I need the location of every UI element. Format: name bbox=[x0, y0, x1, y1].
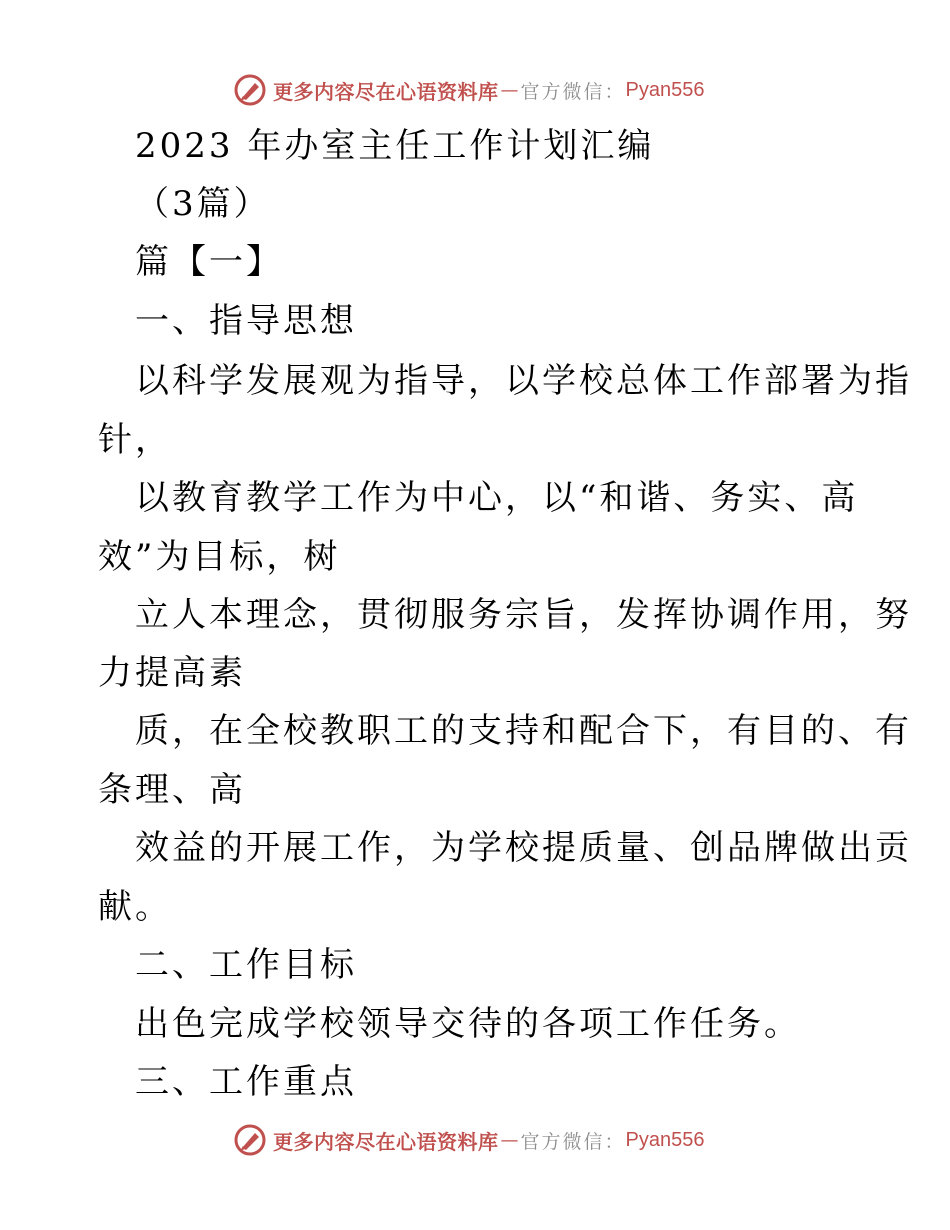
paragraph-line: 以教育教学工作为中心，以“和谐、务实、高 bbox=[135, 478, 859, 518]
part-heading: 篇【一】 bbox=[135, 242, 283, 282]
watermark-header bbox=[233, 72, 704, 108]
paragraph-line: 立人本理念，贯彻服务宗旨，发挥协调作用，努 bbox=[135, 595, 912, 635]
fountain-pen-logo-icon bbox=[233, 1123, 267, 1157]
paragraph-line: 以科学发展观为指导，以学校总体工作部署为指 bbox=[135, 361, 912, 401]
watermark-id: Pyan556 bbox=[625, 1128, 705, 1151]
section-heading-1: 一、指导思想 bbox=[135, 301, 357, 341]
paragraph-line: 力提高素 bbox=[98, 653, 246, 693]
watermark-dash: — bbox=[500, 79, 519, 101]
watermark-official: 官方微信： bbox=[520, 80, 626, 103]
watermark-official: 官方微信： bbox=[520, 1130, 626, 1153]
watermark-footer bbox=[233, 1122, 704, 1158]
paragraph-line: 效益的开展工作，为学校提质量、创品牌做出贡 bbox=[135, 828, 912, 868]
document-title: 2023 年办室主任工作计划汇编 bbox=[135, 126, 655, 166]
fountain-pen-logo-icon bbox=[233, 73, 267, 107]
watermark-text: 更多内容尽在心语资料库 bbox=[273, 1129, 499, 1154]
paragraph-line: 出色完成学校领导交待的各项工作任务。 bbox=[135, 1004, 801, 1044]
document-subtitle: （3篇） bbox=[135, 184, 271, 224]
paragraph-line: 针， bbox=[98, 420, 172, 460]
section-heading-2: 二、工作目标 bbox=[135, 945, 357, 985]
watermark-dash: — bbox=[500, 1129, 519, 1151]
watermark-id: Pyan556 bbox=[625, 78, 705, 101]
paragraph-line: 条理、高 bbox=[98, 770, 246, 810]
paragraph-line: 质，在全校教职工的支持和配合下，有目的、有 bbox=[135, 711, 912, 751]
paragraph-line: 献。 bbox=[98, 887, 172, 927]
paragraph-line: 效”为目标，树 bbox=[98, 537, 341, 577]
section-heading-3: 三、工作重点 bbox=[135, 1062, 357, 1102]
watermark-text: 更多内容尽在心语资料库 bbox=[273, 79, 499, 104]
